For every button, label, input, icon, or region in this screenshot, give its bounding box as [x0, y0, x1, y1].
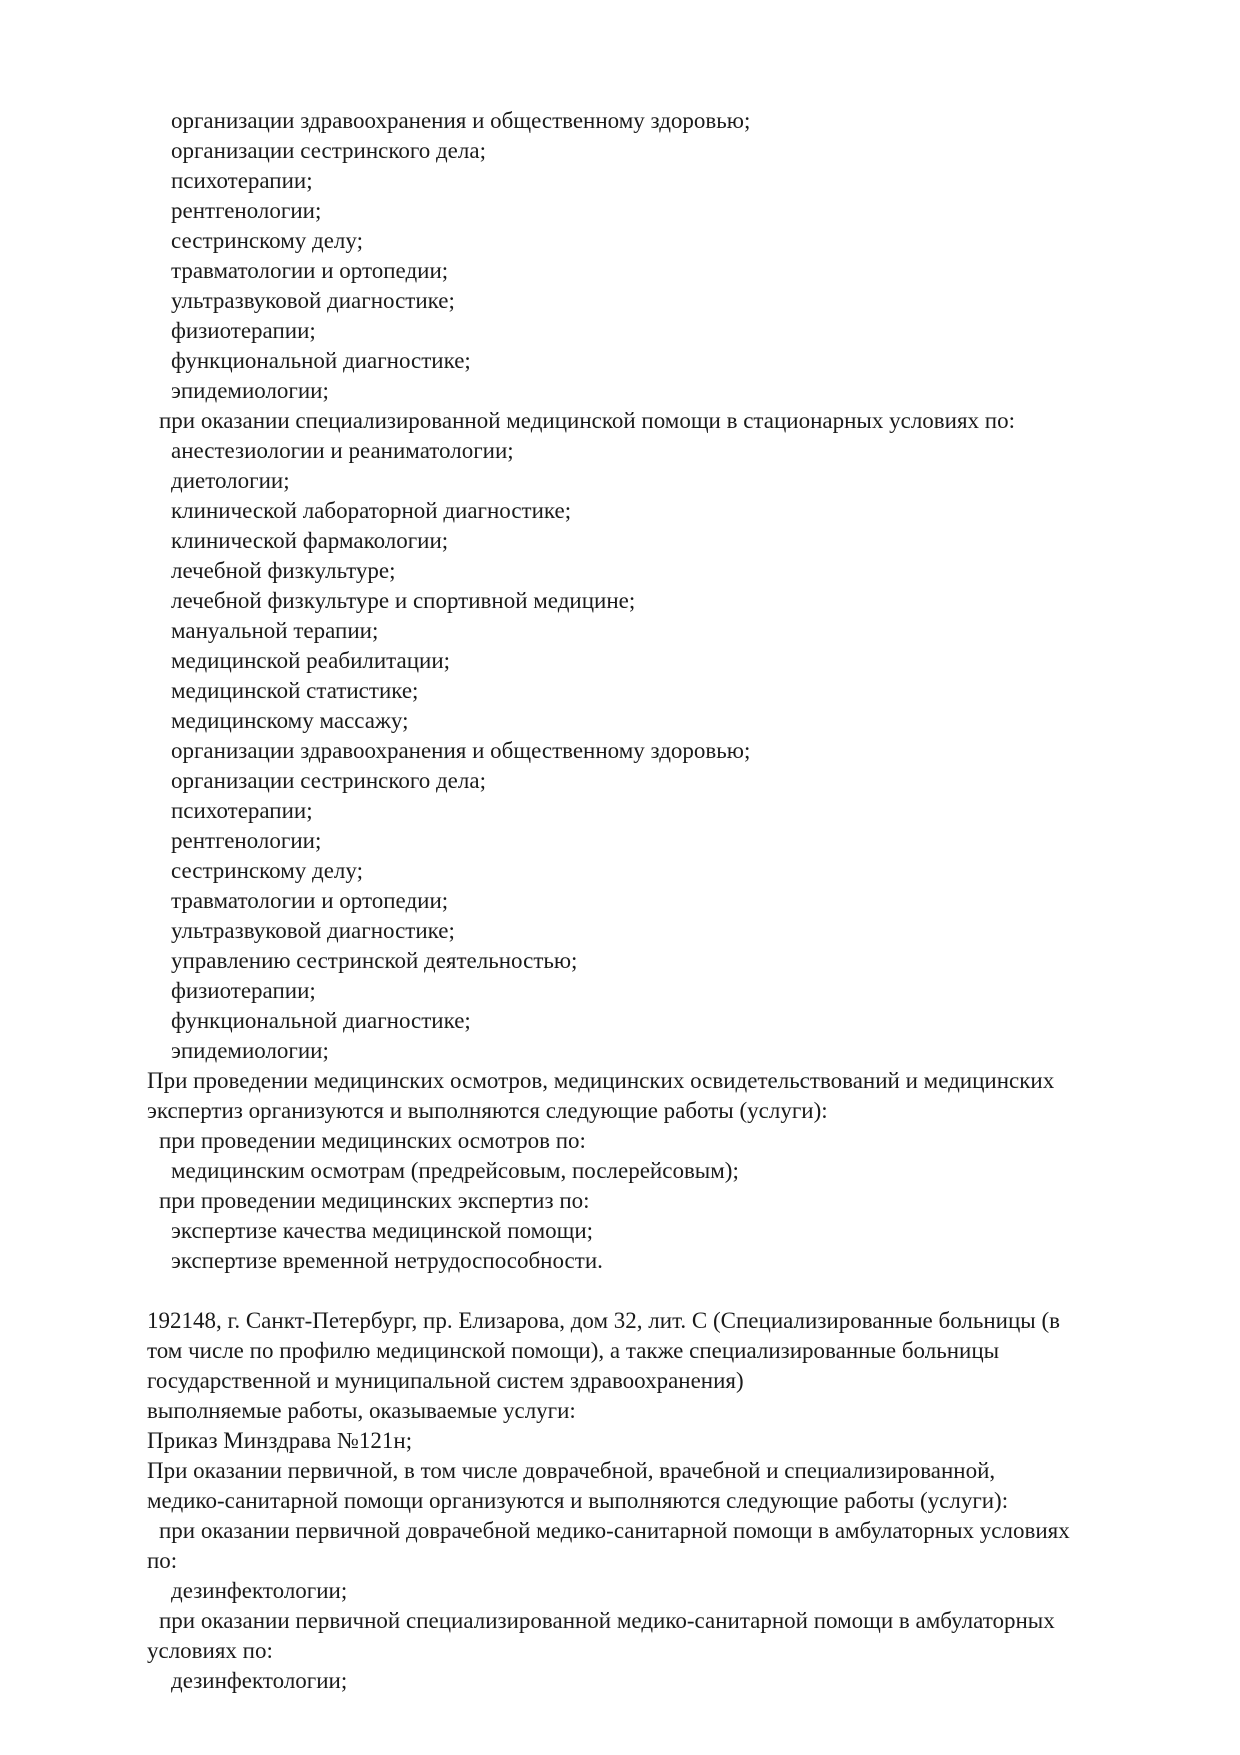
- text-line: психотерапии;: [171, 168, 313, 193]
- text-line: физиотерапии;: [171, 978, 316, 1003]
- section-heading-continuation: условиях по:: [147, 1638, 273, 1663]
- section-heading: при проведении медицинских осмотров по:: [159, 1128, 586, 1153]
- text-line: организации сестринского дела;: [171, 768, 486, 793]
- text-line: рентгенологии;: [171, 198, 322, 223]
- text-line: дезинфектологии;: [171, 1578, 348, 1603]
- paragraph-line: экспертиз организуются и выполняются следующие работы (услуги):: [147, 1098, 828, 1123]
- address-line: том числе по профилю медицинской помощи), а также специализированные больницы: [147, 1338, 1000, 1363]
- text-line: эпидемиологии;: [171, 1038, 329, 1063]
- text-line: мануальной терапии;: [171, 618, 379, 643]
- paragraph-line: При проведении медицинских осмотров, медицинских освидетельствований и медицинских: [147, 1068, 1055, 1093]
- text-line: сестринскому делу;: [171, 858, 363, 883]
- text-line: физиотерапии;: [171, 318, 316, 343]
- text-line: управлению сестринской деятельностью;: [171, 948, 578, 973]
- text-line: травматологии и ортопедии;: [171, 888, 449, 913]
- address-line: государственной и муниципальной систем здравоохранения): [147, 1368, 744, 1393]
- section-heading: при оказании первичной доврачебной медико-санитарной помощи в амбулаторных условиях: [159, 1518, 1070, 1543]
- text-line: экспертизе временной нетрудоспособности.: [171, 1248, 603, 1273]
- text-line: клинической фармакологии;: [171, 528, 449, 553]
- text-line: ультразвуковой диагностике;: [171, 918, 455, 943]
- text-line: дезинфектологии;: [171, 1668, 348, 1693]
- text-line: диетологии;: [171, 468, 290, 493]
- section-heading: при оказании первичной специализированной медико-санитарной помощи в амбулаторных: [159, 1608, 1055, 1633]
- text-line: психотерапии;: [171, 798, 313, 823]
- text-line: медицинскому массажу;: [171, 708, 409, 733]
- text-line: экспертизе качества медицинской помощи;: [171, 1218, 594, 1243]
- text-line: клинической лабораторной диагностике;: [171, 498, 572, 523]
- text-line: медицинской статистике;: [171, 678, 419, 703]
- text-line: медицинским осмотрам (предрейсовым, послерейсовым);: [171, 1158, 739, 1183]
- text-line: рентгенологии;: [171, 828, 322, 853]
- paragraph-line: При оказании первичной, в том числе доврачебной, врачебной и специализированной,: [147, 1458, 996, 1483]
- text-line: лечебной физкультуре;: [171, 558, 396, 583]
- text-line: организации здравоохранения и общественному здоровью;: [171, 108, 751, 133]
- paragraph-line: Приказ Минздрава №121н;: [147, 1428, 413, 1453]
- section-heading: при оказании специализированной медицинской помощи в стационарных условиях по:: [159, 408, 1015, 433]
- text-line: функциональной диагностике;: [171, 348, 471, 373]
- section-heading: при проведении медицинских экспертиз по:: [159, 1188, 590, 1213]
- text-line: ультразвуковой диагностике;: [171, 288, 455, 313]
- text-line: эпидемиологии;: [171, 378, 329, 403]
- text-line: лечебной физкультуре и спортивной медицине;: [171, 588, 636, 613]
- section-heading-continuation: по:: [147, 1548, 178, 1573]
- text-line: травматологии и ортопедии;: [171, 258, 449, 283]
- text-line: сестринскому делу;: [171, 228, 363, 253]
- address-line: 192148, г. Санкт-Петербург, пр. Елизарова, дом 32, лит. С (Специализированные больницы (в: [147, 1308, 1061, 1333]
- text-line: функциональной диагностике;: [171, 1008, 471, 1033]
- paragraph-line: медико-санитарной помощи организуются и выполняются следующие работы (услуги):: [147, 1488, 1009, 1513]
- text-line: организации здравоохранения и общественному здоровью;: [171, 738, 751, 763]
- paragraph-line: выполняемые работы, оказываемые услуги:: [147, 1398, 576, 1423]
- text-line: организации сестринского дела;: [171, 138, 486, 163]
- text-line: анестезиологии и реаниматологии;: [171, 438, 514, 463]
- text-line: медицинской реабилитации;: [171, 648, 451, 673]
